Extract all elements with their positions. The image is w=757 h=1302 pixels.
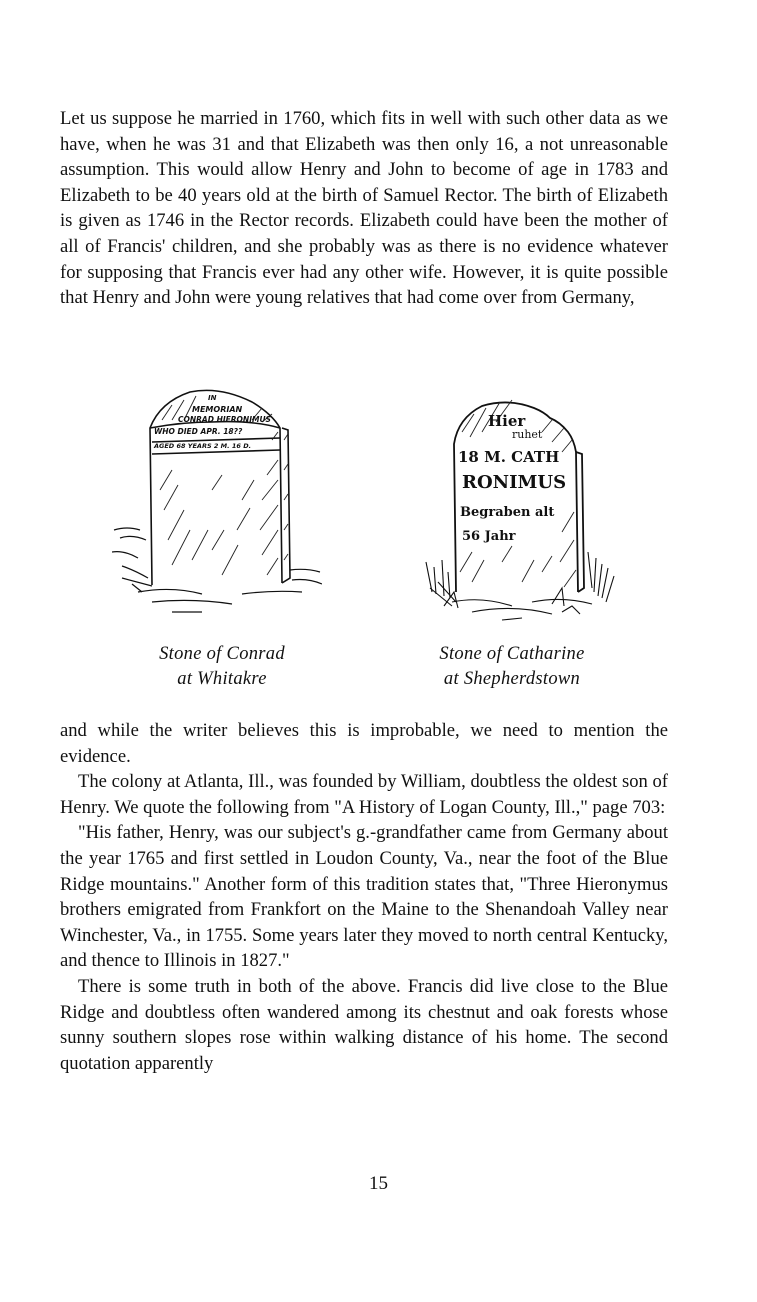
caption-line: at Whitakre xyxy=(177,669,267,689)
caption-line: Stone of Conrad xyxy=(159,644,285,664)
caption-catharine xyxy=(404,642,620,692)
conrad-tombstone-illustration xyxy=(112,380,322,625)
inscription-line: Begraben alt xyxy=(460,505,555,520)
caption-conrad xyxy=(122,642,322,692)
paragraph: Let us suppose he married in 1760, which fits in well with such other data as we have, when he was 31 and that Elizabeth was then only 16, a not unreasonable assumption. This would allow Henry and John to become of age in 1783 and Elizabeth to be 40 years old at the birth of Samuel Rector. The birth of Elizabeth is given as 1746 in the Rector records. Elizabeth could have been the mother of all of Francis' children, and she probably was as there is no evidence whatever for supposing that Francis ever had any other wife. However, it is quite possible that Henry and John were young relatives that had come over from Germany, xyxy=(60,108,668,309)
paragraph: and while the writer believes this is improbable, we need to mention the evidence. xyxy=(60,720,668,767)
inscription-line: AGED 68 YEARS 2 M. 16 D. xyxy=(154,442,252,450)
inscription-line: 18 M. CATH xyxy=(458,448,560,466)
inscription-line: CONRAD HIERONIMUS xyxy=(178,415,271,424)
paragraph: The colony at Atlanta, Ill., was founded by William, doubtless the oldest son of Henry. We quote the following from "A History of Logan County, Ill.," page 703: xyxy=(60,771,668,818)
inscription-line: ruhet xyxy=(512,428,543,441)
caption-line: at Shepherdstown xyxy=(443,669,581,689)
page-number: 15 xyxy=(369,1173,388,1194)
inscription-line: 56 Jahr xyxy=(462,529,516,544)
body-text-top xyxy=(60,106,668,311)
catharine-tombstone-illustration xyxy=(412,392,632,637)
caption-line: Stone of Catharine xyxy=(439,644,585,664)
body-text-bottom xyxy=(60,718,668,1076)
paragraph: There is some truth in both of the above. Francis did live close to the Blue Ridge and doubtless often wandered among its chestnut and oak forests whose sunny southern slopes rose within walking distance of his home. The second quotation apparently xyxy=(60,975,668,1074)
inscription-line: MEMORIAN xyxy=(192,405,243,414)
inscription-line: RONIMUS xyxy=(462,472,567,493)
inscription-line: WHO DIED APR. 18?? xyxy=(154,427,243,436)
paragraph: "His father, Henry, was our subject's g.-grandfather came from Germany about the year 1765 and first settled in Loudon County, Va., near the foot of the Blue Ridge mountains." Another form of this tradition states that, "Three Hieronymus brothers emigrated from Frankfort on the Maine to the Shenandoah Valley near Winchester, Va., in 1755. Some years later they moved to north central Kentucky, and thence to Illinois in 1827." xyxy=(60,822,668,972)
inscription-line: Hier xyxy=(488,412,526,430)
inscription-line: IN xyxy=(208,394,217,402)
